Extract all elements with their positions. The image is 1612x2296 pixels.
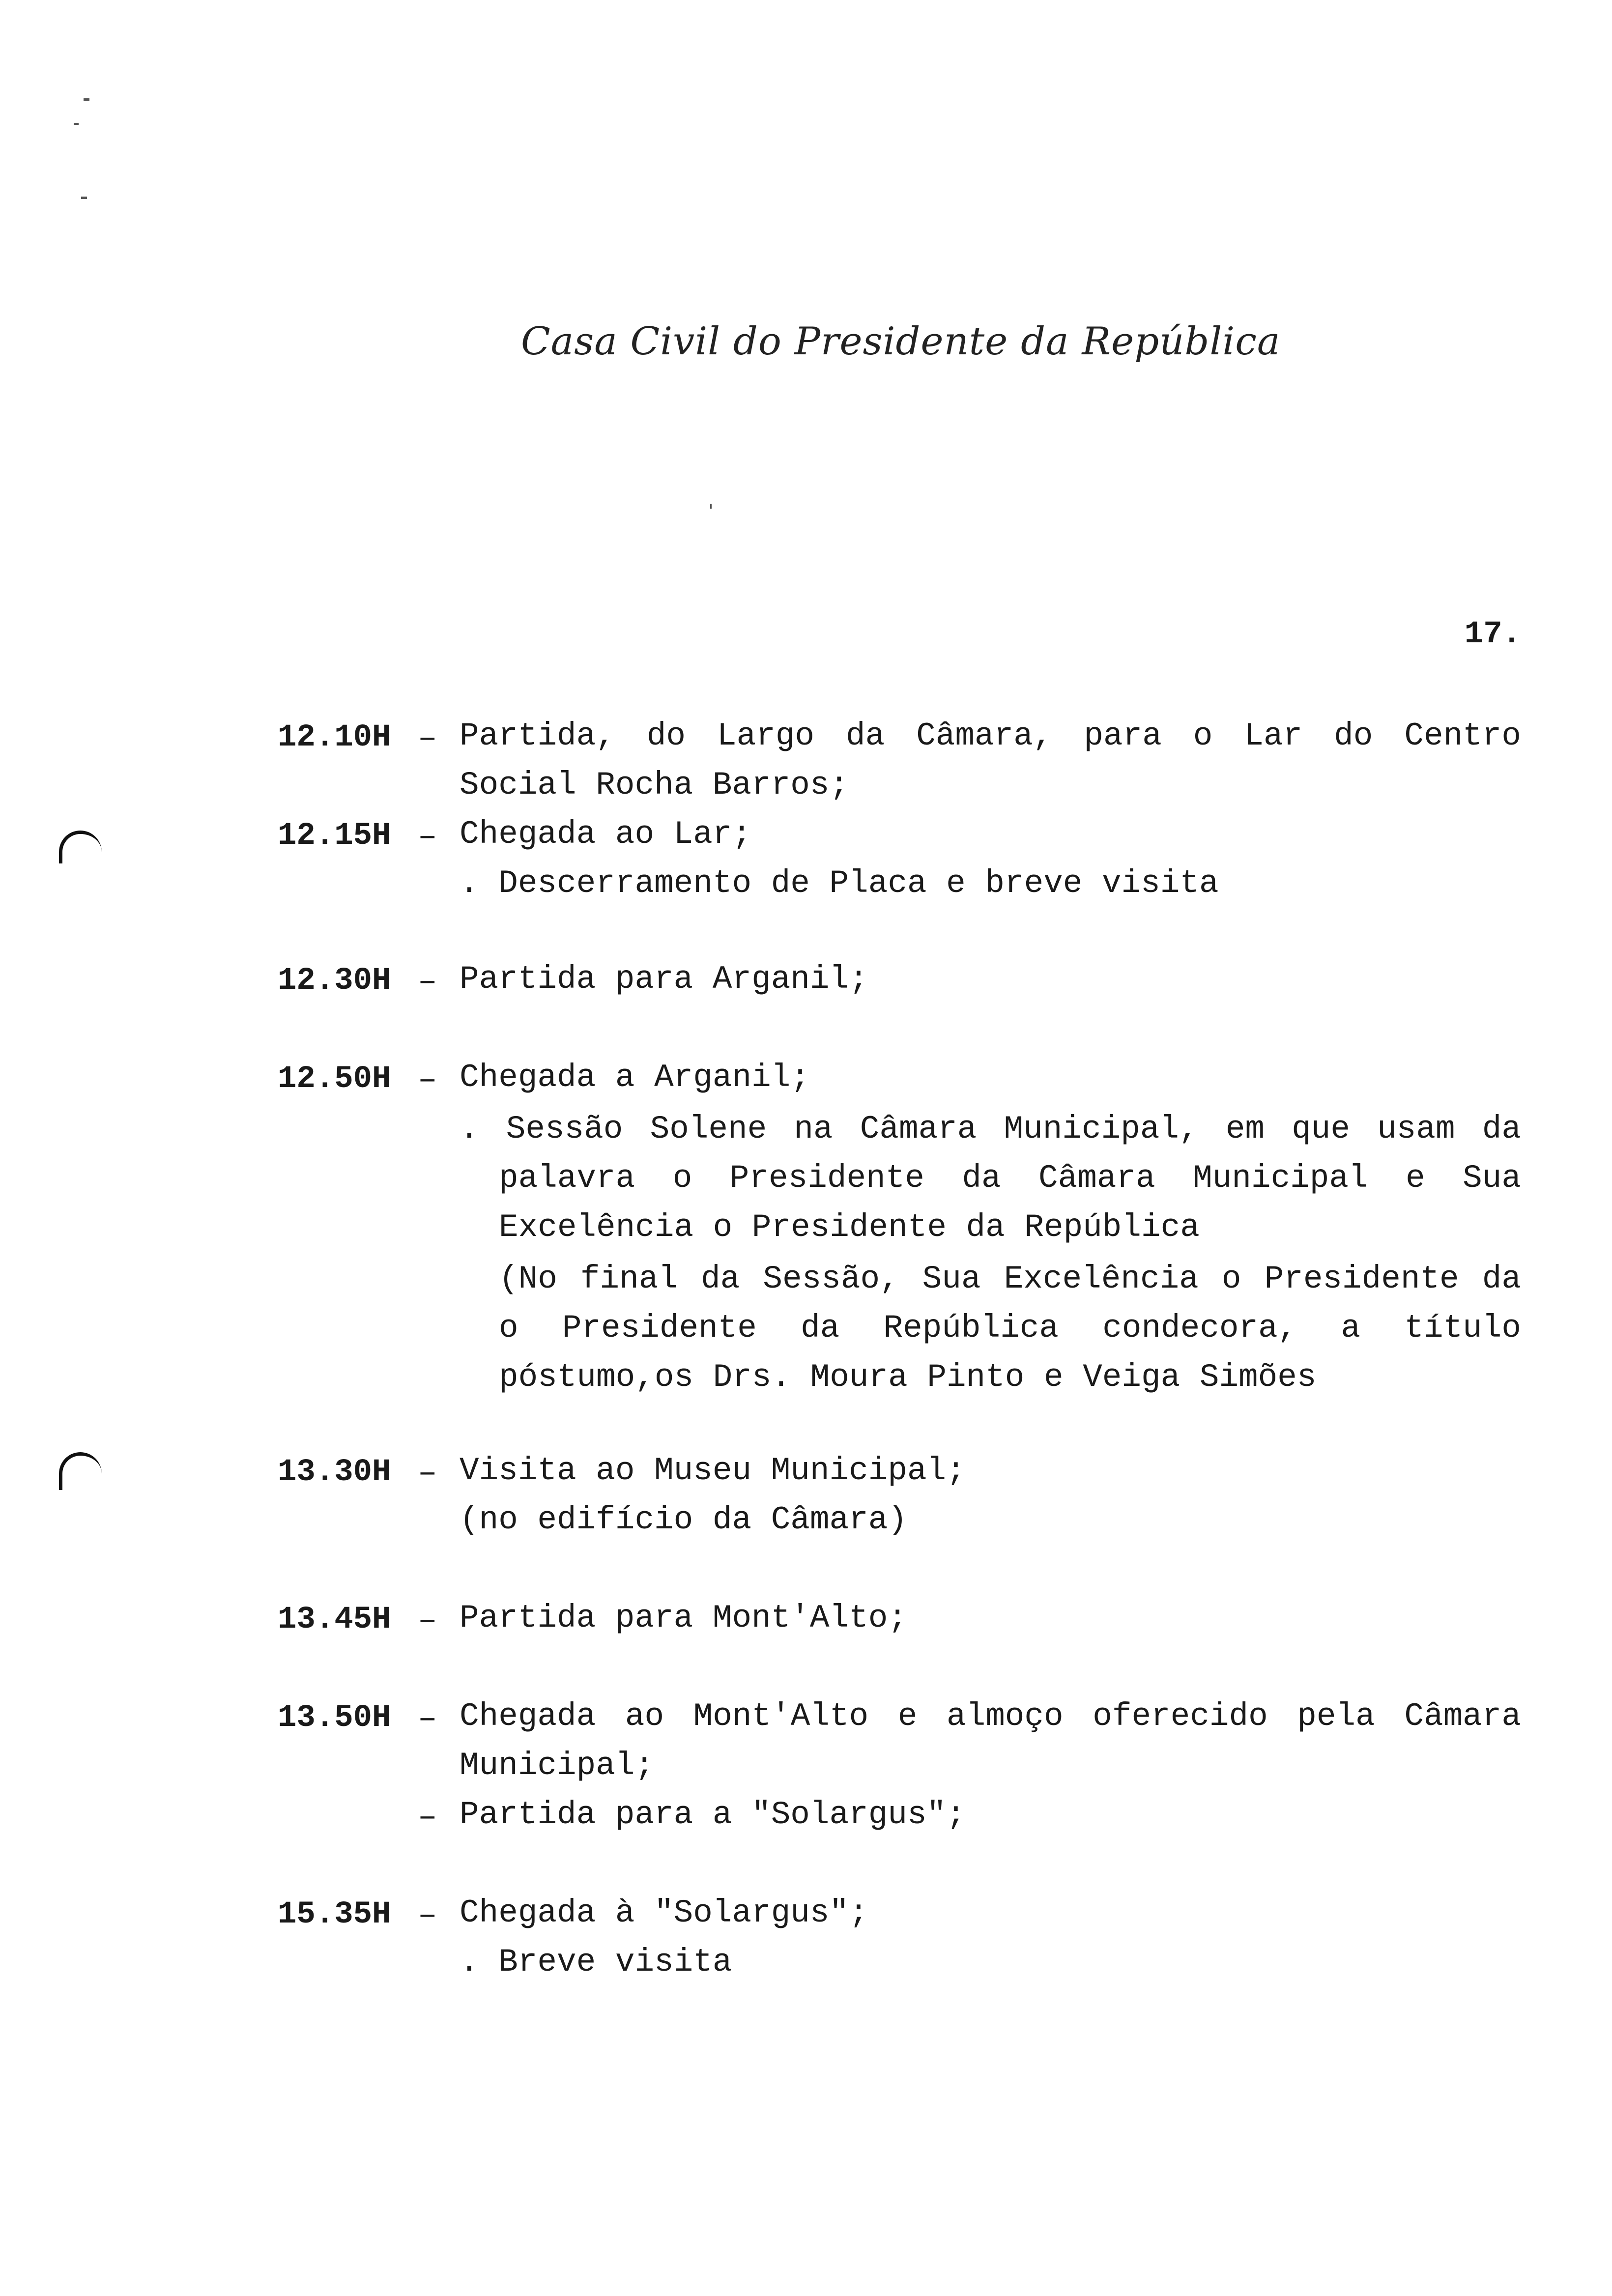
- entry-subitem: . Breve visita: [460, 1944, 732, 1980]
- scan-speck: [710, 504, 712, 509]
- page-number: 17.: [1464, 617, 1521, 652]
- entry-text: Chegada ao Lar;: [460, 816, 752, 853]
- dash: –: [418, 1455, 437, 1492]
- dash: –: [418, 963, 437, 1000]
- time-label: 12.30H: [278, 963, 391, 999]
- time-label: 15.35H: [278, 1897, 391, 1932]
- time-label: 13.50H: [278, 1700, 391, 1736]
- entry-text: Chegada ao Mont'Alto e almoço oferecido pela Câmara: [460, 1698, 1521, 1735]
- entry-text: Excelência o Presidente da República: [499, 1209, 1200, 1246]
- letterhead: Casa Civil do Presidente da República: [521, 319, 1281, 364]
- dash: –: [418, 1799, 437, 1836]
- time-label: 12.10H: [278, 720, 391, 755]
- time-label: 12.15H: [278, 818, 391, 854]
- entry-text: póstumo,os Drs. Moura Pinto e Veiga Simões: [499, 1359, 1317, 1396]
- entry-text: Partida para Mont'Alto;: [460, 1600, 907, 1636]
- dash: –: [418, 818, 437, 855]
- dash: –: [418, 1062, 437, 1098]
- dash: –: [418, 1602, 437, 1639]
- dash: –: [418, 1700, 437, 1737]
- punch-hole-mark: [59, 831, 102, 863]
- entry-text: palavra o Presidente da Câmara Municipal e Sua: [499, 1160, 1521, 1197]
- entry-text: Chegada à "Solargus";: [460, 1894, 868, 1931]
- entry-text: Partida para Arganil;: [460, 961, 868, 998]
- entry-text: Partida para a "Solargus";: [460, 1796, 966, 1833]
- entry-text: Visita ao Museu Municipal;: [460, 1452, 966, 1489]
- entry-text: Municipal;: [460, 1747, 655, 1784]
- dash: –: [418, 1897, 437, 1934]
- scan-speck: [81, 197, 87, 199]
- time-label: 13.30H: [278, 1455, 391, 1490]
- entry-subitem: . Descerramento de Placa e breve visita: [460, 865, 1219, 902]
- entry-text: Chegada a Arganil;: [460, 1059, 810, 1096]
- dash: –: [418, 720, 437, 757]
- time-label: 13.45H: [278, 1602, 391, 1637]
- entry-text: Social Rocha Barros;: [460, 767, 849, 804]
- entry-text: Partida, do Largo da Câmara, para o Lar do Centro: [460, 718, 1521, 754]
- scan-speck: [84, 98, 89, 101]
- entry-subitem: . Sessão Solene na Câmara Municipal, em que usam da: [460, 1111, 1521, 1148]
- scan-speck: [74, 123, 79, 125]
- entry-text: o Presidente da República condecora, a título: [499, 1310, 1521, 1347]
- entry-text: (No final da Sessão, Sua Excelência o Presidente da: [499, 1261, 1521, 1297]
- time-label: 12.50H: [278, 1062, 391, 1097]
- entry-text: (no edifício da Câmara): [460, 1501, 907, 1538]
- punch-hole-mark: [59, 1452, 102, 1490]
